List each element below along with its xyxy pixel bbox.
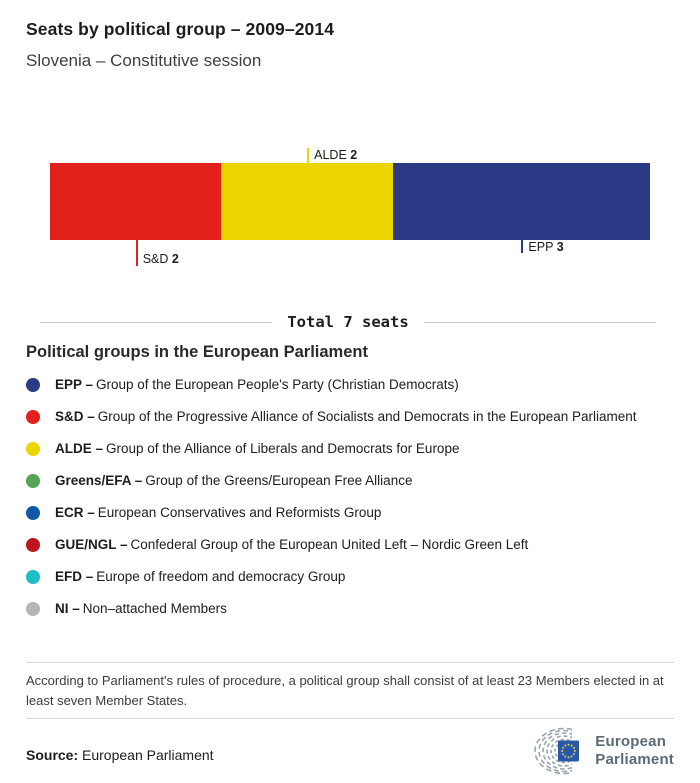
- alde-color-dot-icon: [26, 442, 40, 456]
- epp-group-name: EPP: [528, 240, 554, 254]
- legend-abbr: ALDE –: [55, 441, 104, 456]
- greens-efa-color-dot-icon: [26, 474, 40, 488]
- legend-abbr: EFD –: [55, 569, 94, 584]
- legend-name: Non–attached Members: [82, 601, 227, 616]
- legend-name: Group of the Alliance of Liberals and Democrats for Europe: [106, 441, 460, 456]
- alde-callout-label: [314, 148, 357, 162]
- legend-abbr: EPP –: [55, 377, 94, 392]
- legend-abbr: ECR –: [55, 505, 95, 520]
- legend-name: Group of the Progressive Alliance of Socialists and Democrats in the European Parliament: [97, 409, 637, 424]
- legend-item-greens-efa: [26, 474, 684, 488]
- footer-bottom-row: [26, 727, 674, 775]
- rules-note: According to Parliament's rules of procedure, a political group shall consist of at least 23 Members elected in at least seven Member States.: [26, 662, 674, 719]
- legend-name: European Conservatives and Reformists Group: [97, 505, 382, 520]
- legend-item-ni: [26, 602, 684, 616]
- bar-segment-sd: [50, 163, 221, 240]
- ep-logo-line1: European: [595, 732, 667, 750]
- legend-item-sd: [26, 410, 684, 424]
- legend-name: Confederal Group of the European United Left – Nordic Green Left: [130, 537, 529, 552]
- legend-item-epp: [26, 378, 684, 392]
- bar-segment-alde: [221, 163, 392, 240]
- sd-callout-tick: [136, 240, 138, 266]
- legend-abbr: Greens/EFA –: [55, 473, 143, 488]
- epp-color-dot-icon: [26, 378, 40, 392]
- sd-color-dot-icon: [26, 410, 40, 424]
- legend-abbr: GUE/NGL –: [55, 537, 128, 552]
- legend-name: Europe of freedom and democracy Group: [96, 569, 346, 584]
- alde-seat-count: 2: [350, 148, 358, 162]
- alde-callout-tick: [307, 148, 309, 163]
- total-separator: [40, 313, 656, 331]
- page-title: Seats by political group – 2009–2014: [26, 19, 335, 39]
- alde-group-name: ALDE: [314, 148, 347, 162]
- legend-name: Group of the European People's Party (Christian Democrats): [96, 377, 459, 392]
- legend-item-efd: [26, 570, 684, 584]
- legend-name: Group of the Greens/European Free Alliance: [145, 473, 413, 488]
- european-parliament-logo: [520, 727, 674, 775]
- separator-line-left: [40, 322, 272, 323]
- sd-seat-count: 2: [171, 252, 179, 266]
- legend-abbr: NI –: [55, 601, 80, 616]
- sd-callout-label: [143, 252, 179, 266]
- legend-list: [26, 378, 684, 634]
- legend-item-alde: [26, 442, 684, 456]
- total-seats-label: Total 7 seats: [287, 313, 409, 331]
- gue-ngl-color-dot-icon: [26, 538, 40, 552]
- stacked-bar: [50, 163, 650, 240]
- ep-logo-wordmark: [595, 733, 674, 770]
- ecr-color-dot-icon: [26, 506, 40, 520]
- source-label: Source:: [26, 747, 79, 763]
- legend-abbr: S&D –: [55, 409, 95, 424]
- legend-item-ecr: [26, 506, 684, 520]
- ep-logo-line2: Parliament: [595, 751, 674, 768]
- epp-callout-label: [528, 240, 563, 254]
- header: [26, 19, 674, 71]
- epp-callout-tick: [521, 240, 523, 253]
- sd-group-name: S&D: [142, 252, 169, 266]
- epp-seat-count: 3: [556, 240, 564, 254]
- source-line: [26, 747, 214, 775]
- efd-color-dot-icon: [26, 570, 40, 584]
- ni-color-dot-icon: [26, 602, 40, 616]
- eu-flag-icon: [558, 741, 579, 762]
- bar-segment-epp: [393, 163, 650, 240]
- page-subtitle: Slovenia – Constitutive session: [26, 51, 262, 70]
- ep-hemicycle-icon: [520, 727, 588, 775]
- source-value: European Parliament: [82, 747, 214, 763]
- separator-line-right: [424, 322, 656, 323]
- legend-heading: Political groups in the European Parliament: [26, 343, 368, 361]
- legend-item-gue-ngl: [26, 538, 684, 552]
- seats-stacked-bar-chart: [50, 140, 650, 275]
